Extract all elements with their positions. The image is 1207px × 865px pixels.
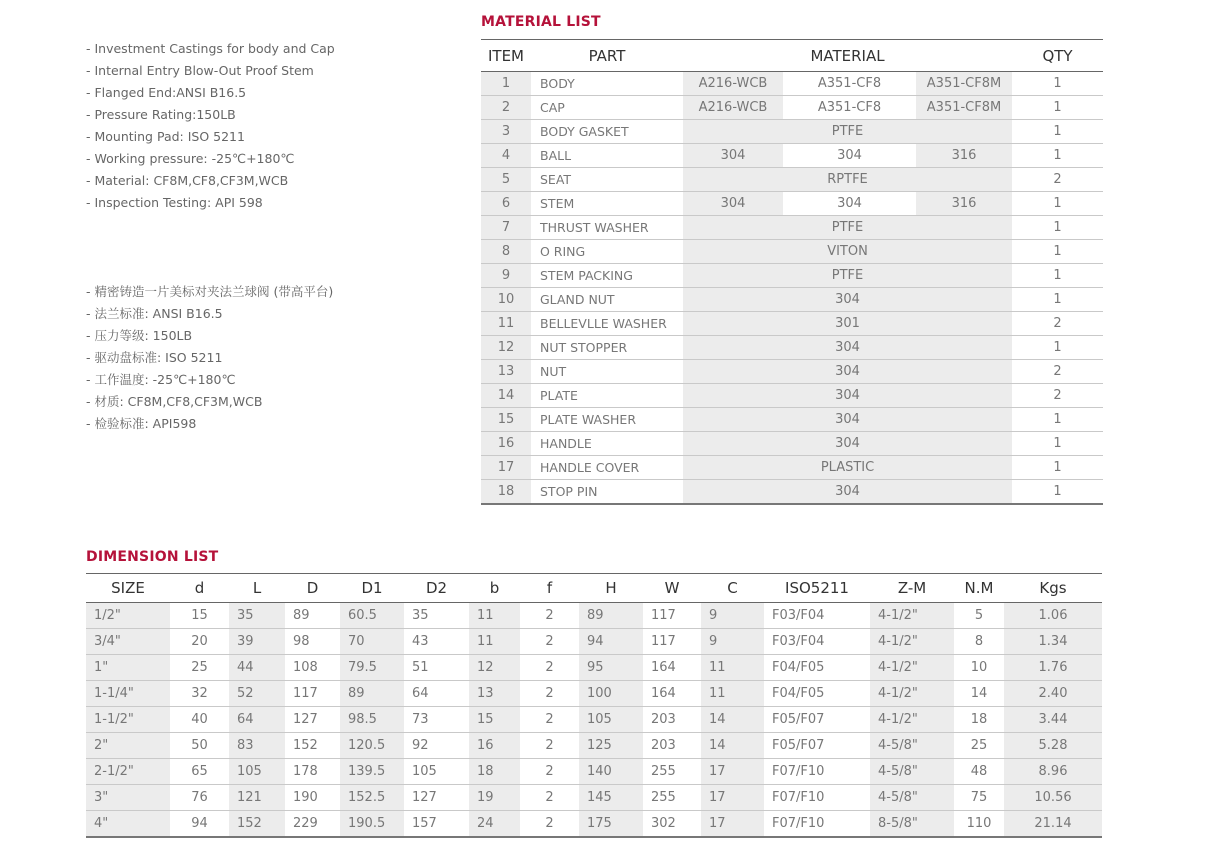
spec-line: - 压力等级: 150LB — [86, 328, 193, 343]
material-row — [481, 144, 1103, 168]
spec-line: - 检验标准: API598 — [86, 416, 197, 431]
dimension-header-d: D — [285, 574, 340, 603]
dimension-cell: 1.76 — [1004, 655, 1102, 681]
qty-cell: 2 — [1012, 312, 1103, 336]
dimension-header-d2: D2 — [404, 574, 469, 603]
dimension-cell: 108 — [285, 655, 340, 681]
dimension-cell: 1/2" — [86, 603, 170, 629]
dimension-cell: 117 — [643, 629, 701, 655]
qty-cell: 1 — [1012, 216, 1103, 240]
dimension-cell: 139.5 — [340, 759, 404, 785]
dimension-cell: 64 — [229, 707, 285, 733]
dimension-cell: 73 — [404, 707, 469, 733]
dimension-cell: 1" — [86, 655, 170, 681]
dimension-cell: 15 — [170, 603, 229, 629]
dimension-header-w: W — [643, 574, 701, 603]
material-row — [481, 96, 1103, 120]
dimension-cell: 11 — [701, 655, 764, 681]
dimension-cell: 25 — [170, 655, 229, 681]
part-name-cell: THRUST WASHER — [531, 216, 683, 240]
dimension-cell: 8.96 — [1004, 759, 1102, 785]
dimension-cell: 3/4" — [86, 629, 170, 655]
item-number-cell: 14 — [481, 384, 531, 408]
material-header-row — [481, 40, 1103, 72]
dimension-cell: 40 — [170, 707, 229, 733]
dimension-cell: 105 — [404, 759, 469, 785]
dimension-header-d1: D1 — [340, 574, 404, 603]
item-number-cell: 2 — [481, 96, 531, 120]
spec-line: - 工作温度: -25℃+180℃ — [86, 372, 236, 387]
part-name-cell: PLATE — [531, 384, 683, 408]
part-name-cell: O RING — [531, 240, 683, 264]
dimension-header-c: C — [701, 574, 764, 603]
material-cell: VITON — [683, 240, 1012, 264]
dimension-row — [86, 759, 1102, 785]
qty-cell: 1 — [1012, 288, 1103, 312]
dimension-cell: 5 — [954, 603, 1004, 629]
dimension-row — [86, 707, 1102, 733]
material-cell: 304 — [683, 384, 1012, 408]
spec-line: - 驱动盘标准: ISO 5211 — [86, 350, 223, 365]
material-cf8-cell: A351-CF8 — [783, 72, 916, 96]
qty-cell: 1 — [1012, 408, 1103, 432]
dimension-cell: 152.5 — [340, 785, 404, 811]
dimension-cell: 152 — [285, 733, 340, 759]
specs-chinese — [86, 281, 333, 435]
item-number-cell: 13 — [481, 360, 531, 384]
dimension-cell: 4-5/8" — [870, 785, 954, 811]
spec-line: - Working pressure: -25℃+180℃ — [86, 151, 295, 166]
dimension-cell: 190 — [285, 785, 340, 811]
material-wcb-cell: 304 — [683, 192, 783, 216]
material-cf8m-cell: 316 — [916, 192, 1012, 216]
dimension-cell: 92 — [404, 733, 469, 759]
dimension-cell: 4-5/8" — [870, 759, 954, 785]
item-number-cell: 7 — [481, 216, 531, 240]
material-wcb-cell: 304 — [683, 144, 783, 168]
material-cell: 301 — [683, 312, 1012, 336]
part-name-cell: BELLEVLLE WASHER — [531, 312, 683, 336]
material-row — [481, 288, 1103, 312]
qty-cell: 2 — [1012, 168, 1103, 192]
dimension-cell: 89 — [285, 603, 340, 629]
dimension-cell: 21.14 — [1004, 811, 1102, 838]
dimension-cell: 76 — [170, 785, 229, 811]
material-table — [481, 39, 1103, 505]
dimension-cell: 51 — [404, 655, 469, 681]
dimension-cell: 43 — [404, 629, 469, 655]
dimension-row — [86, 655, 1102, 681]
qty-cell: 1 — [1012, 432, 1103, 456]
dimension-cell: 1.06 — [1004, 603, 1102, 629]
dimension-header-size: SIZE — [86, 574, 170, 603]
spec-line: - 精密铸造一片美标对夹法兰球阀 (带高平台) — [86, 284, 334, 299]
dimension-cell: 140 — [579, 759, 643, 785]
dimension-cell: 13 — [469, 681, 520, 707]
dimension-header-d: d — [170, 574, 229, 603]
dimension-header-h: H — [579, 574, 643, 603]
qty-cell: 1 — [1012, 192, 1103, 216]
dimension-cell: 2 — [520, 785, 579, 811]
dimension-cell: 4" — [86, 811, 170, 838]
material-row — [481, 456, 1103, 480]
dimension-cell: 52 — [229, 681, 285, 707]
dimension-cell: 2 — [520, 629, 579, 655]
dimension-cell: 157 — [404, 811, 469, 838]
dimension-header-n-m: N.M — [954, 574, 1004, 603]
material-cell: PTFE — [683, 120, 1012, 144]
material-cell: 304 — [683, 288, 1012, 312]
header-qty: QTY — [1012, 40, 1103, 72]
material-list-title: MATERIAL LIST — [481, 14, 601, 30]
dimension-cell: 79.5 — [340, 655, 404, 681]
material-cell: PTFE — [683, 264, 1012, 288]
spec-line: - Flanged End:ANSI B16.5 — [86, 85, 247, 100]
dimension-cell: 3" — [86, 785, 170, 811]
material-cf8-cell: 304 — [783, 192, 916, 216]
dimension-cell: 2 — [520, 759, 579, 785]
material-row — [481, 384, 1103, 408]
header-material: MATERIAL — [683, 40, 1012, 72]
dimension-cell: 9 — [701, 603, 764, 629]
dimension-row — [86, 629, 1102, 655]
material-row — [481, 480, 1103, 505]
dimension-cell: 2" — [86, 733, 170, 759]
dimension-header-row — [86, 574, 1102, 603]
material-row — [481, 192, 1103, 216]
dimension-cell: 19 — [469, 785, 520, 811]
part-name-cell: BODY — [531, 72, 683, 96]
item-number-cell: 1 — [481, 72, 531, 96]
dimension-cell: 44 — [229, 655, 285, 681]
dimension-cell: 2 — [520, 733, 579, 759]
dimension-cell: 152 — [229, 811, 285, 838]
material-cf8-cell: 304 — [783, 144, 916, 168]
dimension-cell: 98 — [285, 629, 340, 655]
dimension-cell: F04/F05 — [764, 681, 870, 707]
material-row — [481, 360, 1103, 384]
material-wcb-cell: A216-WCB — [683, 72, 783, 96]
material-cf8m-cell: 316 — [916, 144, 1012, 168]
material-row — [481, 408, 1103, 432]
material-row — [481, 240, 1103, 264]
item-number-cell: 18 — [481, 480, 531, 505]
dimension-cell: 1-1/4" — [86, 681, 170, 707]
part-name-cell: CAP — [531, 96, 683, 120]
material-row — [481, 120, 1103, 144]
dimension-header-b: b — [469, 574, 520, 603]
dimension-cell: 18 — [954, 707, 1004, 733]
dimension-cell: 125 — [579, 733, 643, 759]
item-number-cell: 5 — [481, 168, 531, 192]
item-number-cell: 3 — [481, 120, 531, 144]
dimension-cell: 70 — [340, 629, 404, 655]
dimension-cell: 145 — [579, 785, 643, 811]
dimension-cell: 229 — [285, 811, 340, 838]
material-cell: 304 — [683, 432, 1012, 456]
part-name-cell: SEAT — [531, 168, 683, 192]
qty-cell: 1 — [1012, 96, 1103, 120]
dimension-cell: 35 — [229, 603, 285, 629]
dimension-cell: 4-1/2" — [870, 707, 954, 733]
dimension-cell: 100 — [579, 681, 643, 707]
item-number-cell: 6 — [481, 192, 531, 216]
spec-line: - 法兰标准: ANSI B16.5 — [86, 306, 223, 321]
dimension-cell: F04/F05 — [764, 655, 870, 681]
dimension-cell: 178 — [285, 759, 340, 785]
dimension-cell: 110 — [954, 811, 1004, 838]
dimension-cell: 75 — [954, 785, 1004, 811]
dimension-cell: 60.5 — [340, 603, 404, 629]
dimension-cell: 98.5 — [340, 707, 404, 733]
dimension-cell: 203 — [643, 707, 701, 733]
dimension-cell: 50 — [170, 733, 229, 759]
part-name-cell: BODY GASKET — [531, 120, 683, 144]
material-row — [481, 264, 1103, 288]
dimension-cell: 17 — [701, 811, 764, 838]
dimension-row — [86, 785, 1102, 811]
dimension-cell: F07/F10 — [764, 785, 870, 811]
spec-line: - Pressure Rating:150LB — [86, 107, 236, 122]
material-row — [481, 72, 1103, 96]
dimension-cell: 2-1/2" — [86, 759, 170, 785]
dimension-cell: 95 — [579, 655, 643, 681]
qty-cell: 1 — [1012, 456, 1103, 480]
dimension-cell: 4-1/2" — [870, 681, 954, 707]
dimension-cell: 14 — [701, 733, 764, 759]
spec-line: - Mounting Pad: ISO 5211 — [86, 129, 245, 144]
dimension-cell: 20 — [170, 629, 229, 655]
dimension-cell: 4-1/2" — [870, 629, 954, 655]
dimension-cell: 121 — [229, 785, 285, 811]
dimension-cell: 16 — [469, 733, 520, 759]
dimension-cell: 10.56 — [1004, 785, 1102, 811]
part-name-cell: HANDLE — [531, 432, 683, 456]
dimension-cell: 12 — [469, 655, 520, 681]
material-cell: 304 — [683, 336, 1012, 360]
dimension-cell: 18 — [469, 759, 520, 785]
dimension-cell: 117 — [285, 681, 340, 707]
specs-english — [86, 38, 335, 214]
item-number-cell: 10 — [481, 288, 531, 312]
dimension-cell: 11 — [469, 629, 520, 655]
material-row — [481, 432, 1103, 456]
dimension-cell: 65 — [170, 759, 229, 785]
material-cell: 304 — [683, 480, 1012, 505]
material-cf8m-cell: A351-CF8M — [916, 96, 1012, 120]
header-part: PART — [531, 40, 683, 72]
dimension-cell: 203 — [643, 733, 701, 759]
qty-cell: 1 — [1012, 120, 1103, 144]
dimension-cell: 3.44 — [1004, 707, 1102, 733]
dimension-header-l: L — [229, 574, 285, 603]
dimension-cell: 94 — [579, 629, 643, 655]
dimension-cell: 302 — [643, 811, 701, 838]
dimension-cell: 4-5/8" — [870, 733, 954, 759]
item-number-cell: 15 — [481, 408, 531, 432]
material-cell: PLASTIC — [683, 456, 1012, 480]
material-cell: RPTFE — [683, 168, 1012, 192]
dimension-row — [86, 681, 1102, 707]
part-name-cell: HANDLE COVER — [531, 456, 683, 480]
material-cell: 304 — [683, 408, 1012, 432]
dimension-cell: 105 — [579, 707, 643, 733]
material-cell: PTFE — [683, 216, 1012, 240]
dimension-cell: 89 — [340, 681, 404, 707]
dimension-cell: 1-1/2" — [86, 707, 170, 733]
dimension-cell: 105 — [229, 759, 285, 785]
dimension-cell: 32 — [170, 681, 229, 707]
qty-cell: 1 — [1012, 240, 1103, 264]
dimension-cell: 2.40 — [1004, 681, 1102, 707]
dimension-cell: 255 — [643, 785, 701, 811]
dimension-cell: 8 — [954, 629, 1004, 655]
dimension-list-title: DIMENSION LIST — [86, 549, 219, 565]
dimension-cell: 83 — [229, 733, 285, 759]
qty-cell: 1 — [1012, 264, 1103, 288]
dimension-cell: 14 — [954, 681, 1004, 707]
item-number-cell: 17 — [481, 456, 531, 480]
item-number-cell: 8 — [481, 240, 531, 264]
dimension-cell: 2 — [520, 655, 579, 681]
dimension-cell: F07/F10 — [764, 759, 870, 785]
part-name-cell: BALL — [531, 144, 683, 168]
dimension-header-kgs: Kgs — [1004, 574, 1102, 603]
dimension-cell: 4-1/2" — [870, 603, 954, 629]
spec-line: - 材质: CF8M,CF8,CF3M,WCB — [86, 394, 263, 409]
dimension-cell: 190.5 — [340, 811, 404, 838]
spec-line: - Material: CF8M,CF8,CF3M,WCB — [86, 173, 289, 188]
dimension-cell: 9 — [701, 629, 764, 655]
item-number-cell: 11 — [481, 312, 531, 336]
dimension-cell: 35 — [404, 603, 469, 629]
dimension-header-f: f — [520, 574, 579, 603]
dimension-header-iso5211: ISO5211 — [764, 574, 870, 603]
qty-cell: 2 — [1012, 384, 1103, 408]
dimension-cell: 127 — [404, 785, 469, 811]
dimension-cell: 255 — [643, 759, 701, 785]
dimension-cell: 39 — [229, 629, 285, 655]
dimension-cell: 120.5 — [340, 733, 404, 759]
dimension-cell: F05/F07 — [764, 733, 870, 759]
material-cell: 304 — [683, 360, 1012, 384]
dimension-cell: 2 — [520, 707, 579, 733]
part-name-cell: NUT STOPPER — [531, 336, 683, 360]
dimension-cell: F03/F04 — [764, 603, 870, 629]
part-name-cell: STEM PACKING — [531, 264, 683, 288]
spec-line: - Internal Entry Blow-Out Proof Stem — [86, 63, 314, 78]
material-row — [481, 168, 1103, 192]
dimension-table — [86, 573, 1102, 838]
spec-line: - Inspection Testing: API 598 — [86, 195, 263, 210]
dimension-header-z-m: Z-M — [870, 574, 954, 603]
qty-cell: 1 — [1012, 72, 1103, 96]
dimension-cell: 10 — [954, 655, 1004, 681]
dimension-cell: 11 — [469, 603, 520, 629]
qty-cell: 1 — [1012, 480, 1103, 505]
dimension-cell: 25 — [954, 733, 1004, 759]
item-number-cell: 4 — [481, 144, 531, 168]
dimension-cell: 17 — [701, 759, 764, 785]
header-item: ITEM — [481, 40, 531, 72]
dimension-cell: 2 — [520, 603, 579, 629]
dimension-cell: F07/F10 — [764, 811, 870, 838]
material-wcb-cell: A216-WCB — [683, 96, 783, 120]
dimension-cell: 164 — [643, 681, 701, 707]
spec-line: - Investment Castings for body and Cap — [86, 41, 335, 56]
dimension-cell: 15 — [469, 707, 520, 733]
dimension-cell: 4-1/2" — [870, 655, 954, 681]
dimension-cell: 2 — [520, 681, 579, 707]
dimension-cell: F03/F04 — [764, 629, 870, 655]
part-name-cell: GLAND NUT — [531, 288, 683, 312]
material-row — [481, 312, 1103, 336]
material-cf8m-cell: A351-CF8M — [916, 72, 1012, 96]
dimension-cell: 89 — [579, 603, 643, 629]
dimension-cell: 127 — [285, 707, 340, 733]
dimension-cell: 94 — [170, 811, 229, 838]
dimension-cell: 8-5/8" — [870, 811, 954, 838]
dimension-cell: 175 — [579, 811, 643, 838]
qty-cell: 1 — [1012, 144, 1103, 168]
material-row — [481, 216, 1103, 240]
dimension-cell: 5.28 — [1004, 733, 1102, 759]
dimension-row — [86, 603, 1102, 629]
dimension-cell: F05/F07 — [764, 707, 870, 733]
dimension-cell: 2 — [520, 811, 579, 838]
dimension-cell: 48 — [954, 759, 1004, 785]
part-name-cell: PLATE WASHER — [531, 408, 683, 432]
part-name-cell: STOP PIN — [531, 480, 683, 505]
part-name-cell: NUT — [531, 360, 683, 384]
qty-cell: 1 — [1012, 336, 1103, 360]
material-row — [481, 336, 1103, 360]
dimension-cell: 64 — [404, 681, 469, 707]
dimension-cell: 11 — [701, 681, 764, 707]
dimension-cell: 17 — [701, 785, 764, 811]
qty-cell: 2 — [1012, 360, 1103, 384]
item-number-cell: 12 — [481, 336, 531, 360]
dimension-cell: 117 — [643, 603, 701, 629]
part-name-cell: STEM — [531, 192, 683, 216]
dimension-cell: 164 — [643, 655, 701, 681]
dimension-cell: 14 — [701, 707, 764, 733]
dimension-cell: 1.34 — [1004, 629, 1102, 655]
material-cf8-cell: A351-CF8 — [783, 96, 916, 120]
dimension-cell: 24 — [469, 811, 520, 838]
dimension-row — [86, 811, 1102, 838]
item-number-cell: 9 — [481, 264, 531, 288]
item-number-cell: 16 — [481, 432, 531, 456]
dimension-row — [86, 733, 1102, 759]
